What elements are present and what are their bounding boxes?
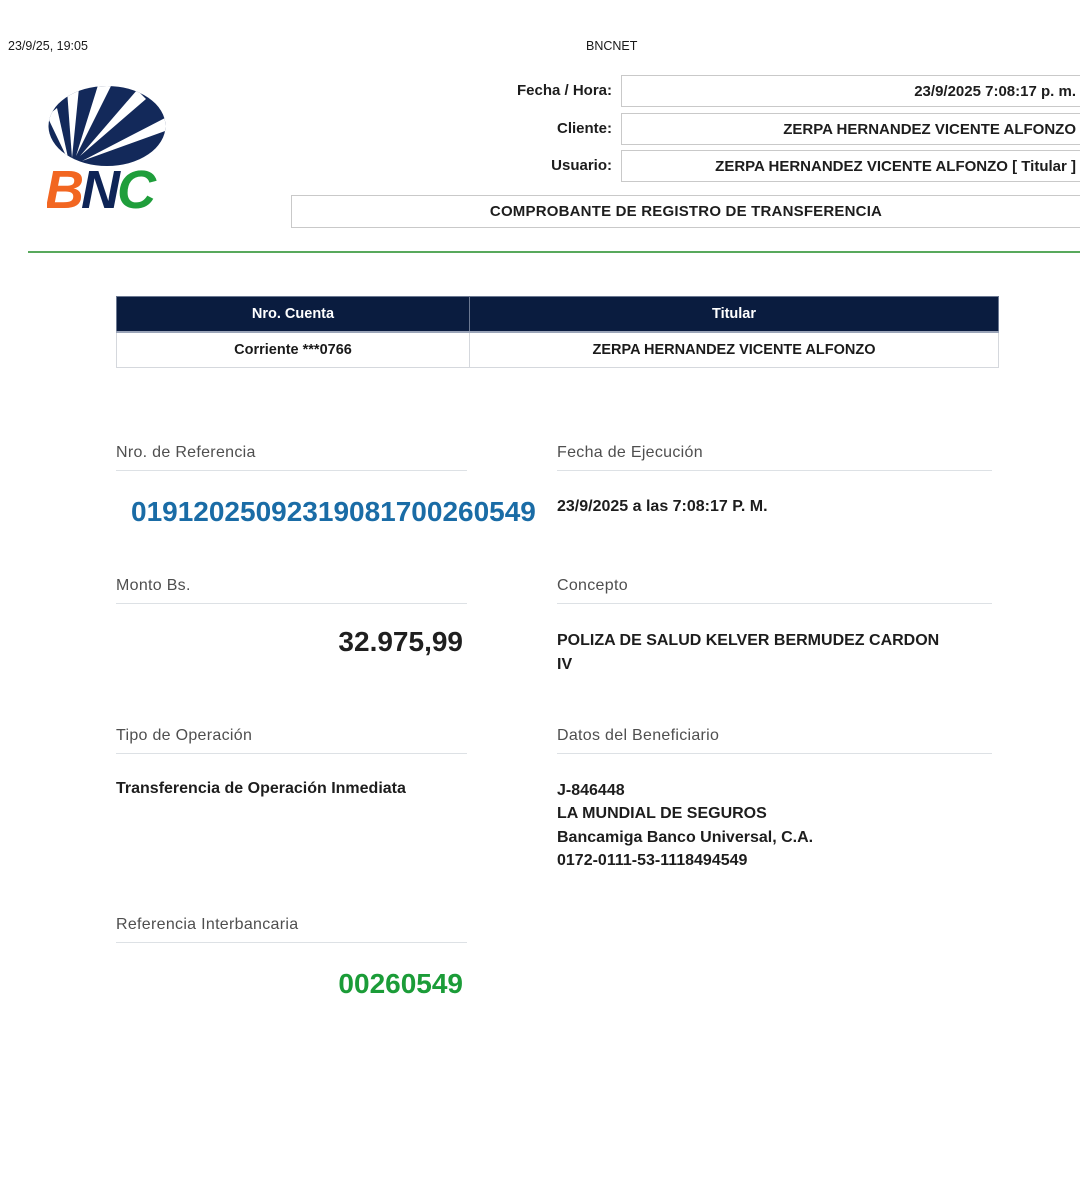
concept-value: POLIZA DE SALUD KELVER BERMUDEZ CARDON IV (557, 632, 940, 673)
receipt-title: COMPROBANTE DE REGISTRO DE TRANSFERENCIA (291, 195, 1080, 228)
bnc-logo (47, 86, 169, 216)
field-label-usuario: Usuario: (551, 157, 612, 174)
operation-type-value: Transferencia de Operación Inmediata (116, 780, 406, 797)
print-timestamp: 23/9/25, 19:05 (8, 39, 88, 53)
reference-number: 01912025092319081700260549 (131, 496, 536, 527)
beneficiary-id: J-846448 (557, 782, 625, 799)
field-value-cliente: ZERPA HERNANDEZ VICENTE ALFONZO (621, 113, 1080, 145)
concept-label: Concepto (557, 577, 628, 594)
site-name: BNCNET (586, 39, 638, 53)
reference-label: Nro. de Referencia (116, 444, 256, 461)
beneficiary-name: LA MUNDIAL DE SEGUROS (557, 805, 767, 823)
green-divider (28, 251, 1080, 253)
account-table-row (117, 332, 999, 368)
beneficiary-label: Datos del Beneficiario (557, 727, 720, 744)
beneficiary-account: 0172-0111-53-1118494549 (557, 852, 748, 870)
concept-underline (557, 603, 992, 604)
amount-underline (116, 603, 467, 604)
interbank-reference-label: Referencia Interbancaria (116, 916, 299, 933)
beneficiary-bank: Bancamiga Banco Universal, C.A. (557, 828, 814, 846)
account-table-header-titular: Titular (470, 297, 999, 333)
execution-date-label: Fecha de Ejecución (557, 444, 703, 461)
amount-value: 32.975,99 (338, 626, 463, 657)
operation-type-label: Tipo de Operación (116, 727, 253, 744)
account-table-header-row (117, 297, 999, 333)
beneficiary-block (557, 779, 813, 873)
execution-date-value: 23/9/2025 a las 7:08:17 P. M. (557, 498, 768, 515)
account-table-header-nro-cuenta: Nro. Cuenta (117, 297, 470, 333)
account-table (116, 296, 999, 368)
field-value-usuario: ZERPA HERNANDEZ VICENTE ALFONZO [ Titular ] (621, 150, 1080, 182)
svg-text:BNC: BNC (47, 160, 153, 216)
account-number-cell: Corriente ***0766 (117, 332, 470, 368)
field-value-fecha-hora: 23/9/2025 7:08:17 p. m. (621, 75, 1080, 107)
beneficiary-underline (557, 753, 992, 754)
account-holder-cell: ZERPA HERNANDEZ VICENTE ALFONZO (470, 332, 999, 368)
field-label-fecha-hora: Fecha / Hora: (516, 82, 612, 99)
amount-label: Monto Bs. (116, 577, 191, 594)
operation-type-underline (116, 753, 467, 754)
interbank-reference-value: 00260549 (338, 968, 463, 999)
execution-date-underline (557, 470, 992, 471)
interbank-reference-underline (116, 942, 467, 943)
bnc-logo-icon (47, 86, 169, 216)
reference-underline (116, 470, 467, 471)
field-label-cliente: Cliente: (556, 120, 612, 137)
